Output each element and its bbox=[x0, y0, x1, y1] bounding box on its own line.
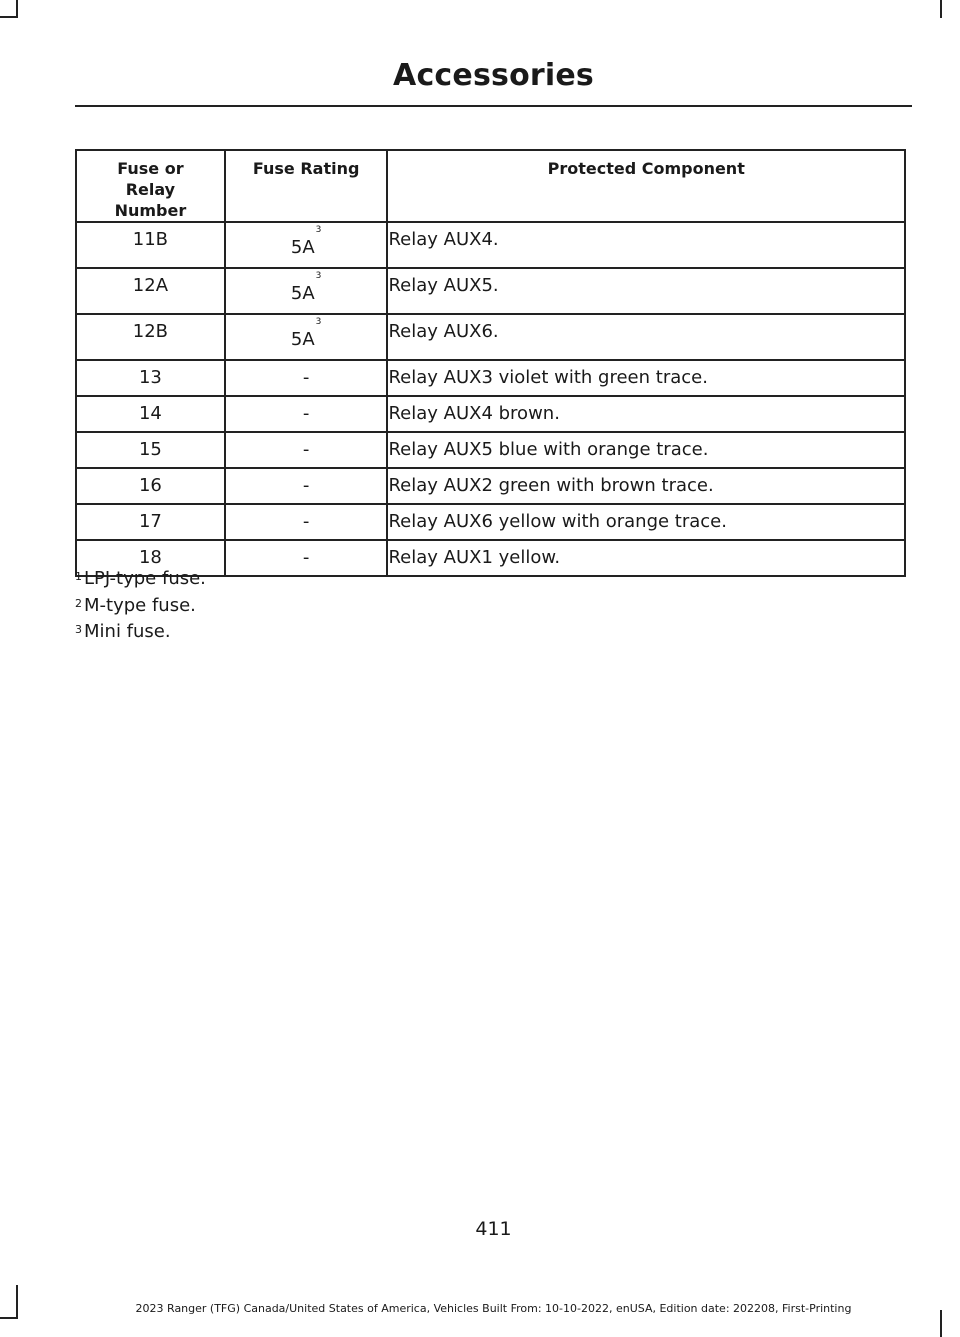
footnote-text: M-type fuse. bbox=[84, 594, 196, 616]
footnote-item bbox=[75, 593, 206, 620]
fuse-number-cell: 16 bbox=[76, 468, 225, 504]
protected-component-cell: Relay AUX2 green with brown trace. bbox=[387, 468, 905, 504]
fuse-number-cell: 18 bbox=[76, 540, 225, 576]
page-footer: 2023 Ranger (TFG) Canada/United States of America, Vehicles Built From: 10-10-2022, enUSA, Edition date: 202208, First-Printing bbox=[135, 1302, 852, 1315]
fuse-rating-cell bbox=[225, 396, 388, 432]
fuse-rating-value: - bbox=[302, 403, 310, 424]
column-header-number: Fuse or Relay Number bbox=[76, 150, 225, 222]
protected-component-cell: Relay AUX4 brown. bbox=[387, 396, 905, 432]
footnote-text: Mini fuse. bbox=[84, 621, 171, 642]
protected-component-cell: Relay AUX1 yellow. bbox=[387, 540, 905, 576]
protected-component-cell: Relay AUX6 yellow with orange trace. bbox=[387, 504, 905, 540]
fuse-number-cell: 12B bbox=[76, 314, 225, 360]
protected-component-cell: Relay AUX4. bbox=[387, 222, 905, 268]
fuse-rating-value: - bbox=[302, 439, 310, 460]
table-header-row bbox=[76, 150, 905, 222]
footnote-mark: 3 bbox=[75, 623, 82, 636]
fuse-rating-cell bbox=[225, 540, 388, 576]
fuse-rating-cell bbox=[225, 432, 388, 468]
footnote-reference: 3 bbox=[315, 225, 322, 235]
section-title: Accessories bbox=[393, 58, 594, 93]
fuse-rating-value: 5A bbox=[290, 237, 315, 258]
crop-mark-bottom-left-h bbox=[0, 1317, 18, 1319]
footnote-reference: 3 bbox=[315, 317, 322, 327]
table-row bbox=[76, 222, 905, 268]
fuse-rating-value: 5A bbox=[290, 283, 315, 304]
protected-component-cell: Relay AUX5 blue with orange trace. bbox=[387, 432, 905, 468]
fuse-rating-cell bbox=[225, 222, 388, 268]
fuse-number-cell: 11B bbox=[76, 222, 225, 268]
protected-component-cell: Relay AUX5. bbox=[387, 268, 905, 314]
table-row bbox=[76, 396, 905, 432]
footnote-item bbox=[75, 566, 206, 593]
fuse-number-cell: 12A bbox=[76, 268, 225, 314]
crop-mark-top-left-h bbox=[0, 16, 18, 18]
footnotes bbox=[75, 566, 206, 646]
protected-component-cell: Relay AUX3 violet with green trace. bbox=[387, 360, 905, 396]
column-header-rating: Fuse Rating bbox=[225, 150, 388, 222]
fuse-table bbox=[75, 149, 906, 577]
fuse-rating-value: - bbox=[302, 367, 310, 388]
table-row bbox=[76, 268, 905, 314]
table-row bbox=[76, 468, 905, 504]
fuse-number-cell: 14 bbox=[76, 396, 225, 432]
fuse-rating-cell bbox=[225, 314, 388, 360]
fuse-rating-cell bbox=[225, 504, 388, 540]
crop-mark-top-right bbox=[940, 0, 942, 18]
header-divider bbox=[75, 105, 912, 107]
table-row bbox=[76, 360, 905, 396]
page-number: 411 bbox=[475, 1218, 512, 1240]
footnote-mark: 2 bbox=[75, 596, 82, 610]
crop-mark-bottom-left bbox=[16, 1285, 18, 1319]
protected-component-cell: Relay AUX6. bbox=[387, 314, 905, 360]
footnote-text: LPJ-type fuse. bbox=[84, 568, 206, 589]
fuse-rating-cell bbox=[225, 268, 388, 314]
fuse-rating-cell bbox=[225, 468, 388, 504]
fuse-number-cell: 13 bbox=[76, 360, 225, 396]
column-header-component: Protected Component bbox=[387, 150, 905, 222]
table-row bbox=[76, 432, 905, 468]
fuse-rating-value: - bbox=[302, 511, 310, 532]
fuse-number-cell: 17 bbox=[76, 504, 225, 540]
fuse-rating-value: - bbox=[302, 475, 310, 496]
footnote-mark: 1 bbox=[75, 570, 82, 583]
footnote-item bbox=[75, 619, 206, 646]
footnote-reference: 3 bbox=[315, 271, 322, 281]
table-row bbox=[76, 504, 905, 540]
fuse-number-cell: 15 bbox=[76, 432, 225, 468]
fuse-rating-cell bbox=[225, 360, 388, 396]
fuse-rating-value: - bbox=[302, 547, 310, 568]
fuse-rating-value: 5A bbox=[290, 329, 315, 350]
table-row bbox=[76, 314, 905, 360]
